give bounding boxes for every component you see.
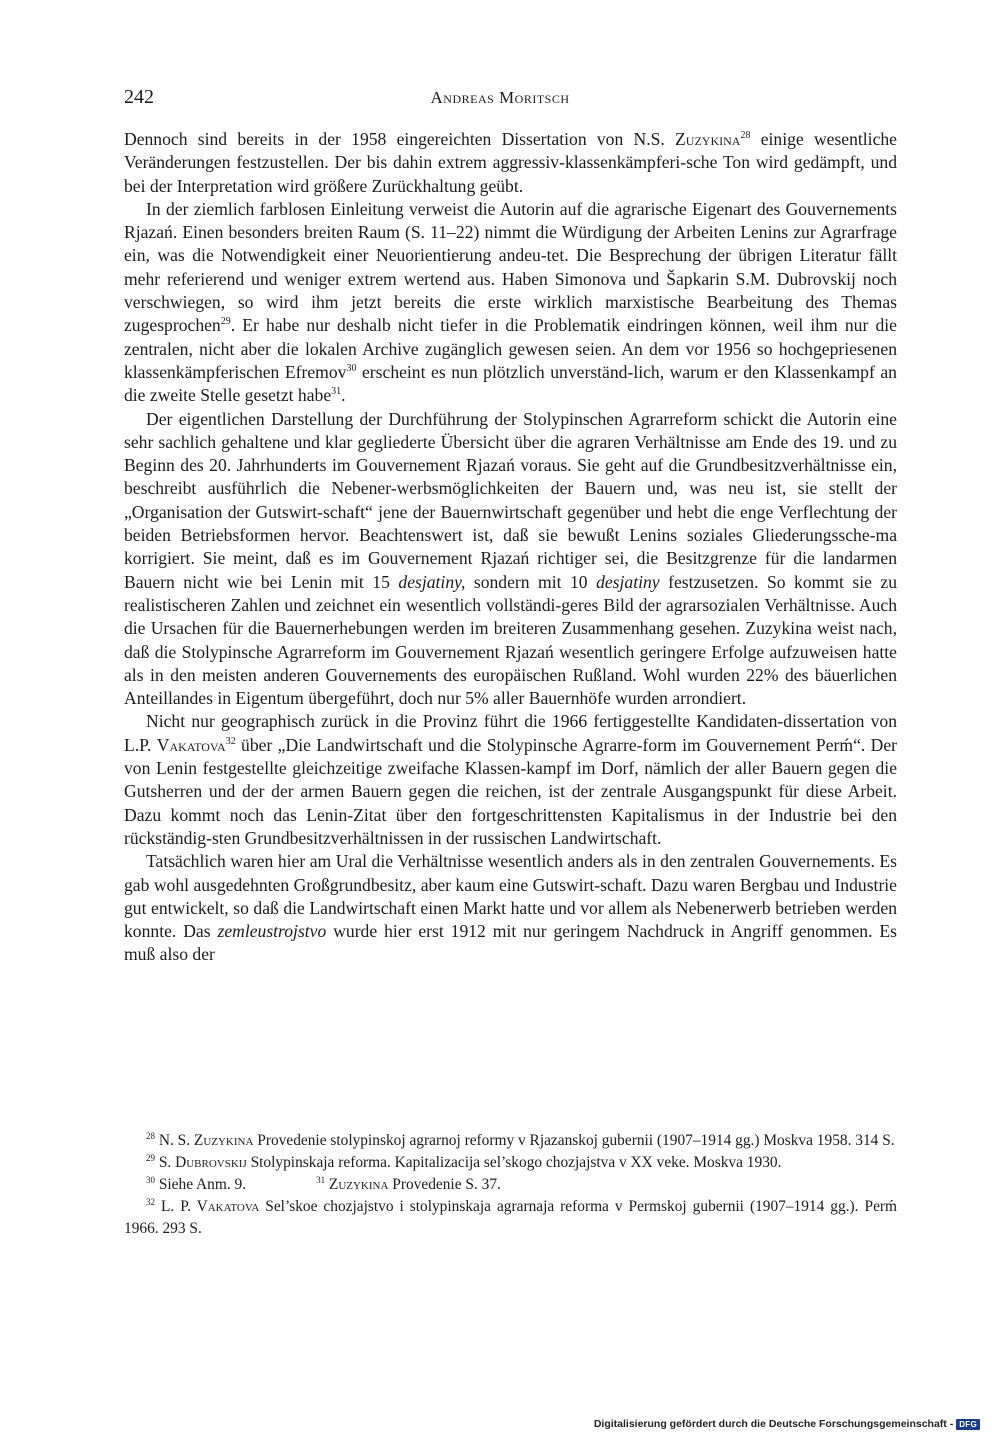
paragraph-4 xyxy=(124,710,897,850)
footnote-author: N. S. Zuzykina xyxy=(158,1132,254,1149)
running-head: Andreas Moritsch xyxy=(430,88,570,107)
footnote-ref: 30 xyxy=(346,362,357,374)
footnote-text: Provedenie stolypinskoj agrarnoj reformy v Rjazanskoj gubernii (1907–1914 gg.) Moskva 1958. 314 S. xyxy=(253,1132,895,1149)
dfg-logo-icon: DFG xyxy=(956,1419,980,1430)
text-run: erscheint es nun plötzlich unverständ-lich, warum er den Klassenkampf an die zweite Stelle gesetzt habe xyxy=(124,361,897,406)
text-run: festzusetzen. So kommt sie zu realistischeren Zahlen und zeichnet ein wesentlich vollständi-geres Bild der agrarsozialen Verhältnisse. Auch die Ursachen für die Bauernerhebungen werden im breiteren Zusammenhang gesehen. Zuzykina weist nach, daß die Stolypinsche Agrarreform im Gouvernement Rjazań wesentlich geringere Erfolge aufzuweisen hatte als in den meisten anderen Gouvernements des europäischen Rußland. Wohl wurden 22% des bäuerlichen Anteillandes in Eigentum übergeführt, doch nur 5% aller Bauernhöfe wurden arrondiert. xyxy=(124,571,897,709)
text-run: In der ziemlich farblosen Einleitung verweist die Autorin auf die agrarische Eigenart des Gouvernements Rjazań. Einen besonders breiten Raum (S. 11–22) nimmt die Würdigung der Arbeiten Lenins zur Agrarfrage ein, was die Notwendigkeit einer Neuorientierung andeu-tet. Die Besprechung der übrigen Literatur fällt mehr referierend und weniger extrem wertend aus. Haben Simonova und Šapkarin S.M. Dubrovskij noch verschwiegen, so wird ihm jetzt bereits die erste wirklich marxistische Bearbeitung des Themas zugesprochen xyxy=(124,198,897,336)
footnote-30-31 xyxy=(124,1174,897,1196)
text-run: . Er habe nur deshalb nicht tiefer in die Problematik eindringen können, weil ihm nur die zentralen, nicht aber die lokalen Archive zugänglich gewesen seien. An dem vor 1956 so hochgepriesenen klassenkämpferischen Efremov xyxy=(124,315,897,382)
main-text xyxy=(124,128,897,967)
footnote-ref: 29 xyxy=(220,316,231,328)
footnote-author: Zuzykina xyxy=(328,1176,389,1193)
text-run: wurde hier erst 1912 mit nur geringem Nachdruck in Angriff genommen. Es muß also der xyxy=(124,921,897,965)
footnote-28 xyxy=(124,1130,897,1152)
paragraph-3 xyxy=(124,408,897,711)
footnote-ref: 28 xyxy=(740,130,751,141)
footnote-29 xyxy=(124,1152,897,1174)
text-run: einige wesentliche Veränderungen festzustellen. Der bis dahin extrem aggressiv-klassenkämpferi-sche Ton wird gedämpft, und bei der Interpretation wird größere Zurückhaltung geübt. xyxy=(124,129,897,196)
text-run: über „Die Landwirtschaft und die Stolypinsche Agrarre-form im Gouvernement Perḿ“. Der von Lenin festgestellte gleichzeitige zweifache Klassen-kampf im Dorf, nämlich der aller Bauern gegen die Gutsherren und der der armen Bauern gegen die reichen, ist der zentrale Ausgangspunkt für diese Arbeit. Dazu kommt noch das Lenin-Zitat über den fortgeschrittensten Kapitalismus in der Industrie bei den rückständig-sten Grundbesitzverhältnissen in der russischen Landwirtschaft. xyxy=(124,734,898,848)
text-run: Dennoch sind bereits in der 1958 eingereichten Dissertation von N.S. xyxy=(124,129,676,149)
footnote-text: Stolypinskaja reforma. Kapitalizacija sel’skogo chozjajstva v XX veke. Moskva 1930. xyxy=(246,1154,782,1171)
footnote-32 xyxy=(124,1196,897,1240)
footnote-ref: 32 xyxy=(225,735,236,747)
paragraph-1 xyxy=(124,128,897,198)
footnotes xyxy=(124,1130,897,1240)
footnote-number: 31 xyxy=(316,1175,326,1185)
footnote-ref: 31 xyxy=(331,386,342,398)
footnote-text: Provedenie S. 37. xyxy=(388,1176,501,1193)
text-run: Nicht nur geographisch zurück in die Provinz führt die 1966 fertiggestellte Kandidaten-dissertation von L.P. xyxy=(124,711,897,755)
footnote-text: Siehe Anm. 9. xyxy=(155,1176,247,1193)
author-name: Vakatova xyxy=(156,734,226,755)
text-run: sondern mit 10 xyxy=(465,571,597,592)
text-run: Tatsächlich waren hier am Ural die Verhältnisse wesentlich anders als in den zentralen Gouvernements. Es gab wohl ausgedehnten Großgrundbesitz, aber kaum eine Gutswirt-schaft. Dazu waren Bergbau und Industrie gut entwickelt, so daß die Landwirtschaft einen Markt hatte und vor allem als Nebenerwerb betrieben werden konnte. Das xyxy=(124,851,897,942)
italic-term: desjatiny xyxy=(596,571,660,592)
footnote-text: Sel’skoe chozjajstvo i stolypinskaja agrarnaja reforma v Permskoj gubernii (1907–1914 gg.). Perḿ 1966. 293 S. xyxy=(124,1198,897,1237)
text-run: . xyxy=(341,385,346,406)
paragraph-5 xyxy=(124,850,897,966)
credit-text: Digitalisierung gefördert durch die Deutsche Forschungsgemeinschaft - xyxy=(593,1418,954,1430)
italic-term: zemleustrojstvo xyxy=(217,921,327,942)
footnote-number: 28 xyxy=(146,1131,155,1141)
text-run: Der eigentlichen Darstellung der Durchführung der Stolypinschen Agrarreform schickt die Autorin eine sehr sachlich gehaltene und klar gegliederte Übersicht über die agraren Verhältnisse am Ende des 19. und zu Beginn des 20. Jahrhunderts im Gouvernement Rjazań voraus. Sie geht auf die Grundbesitzverhältnisse ein, beschreibt ausführlich die Nebener-werbsmöglichkeiten der Bauern und, was neu ist, sie stellt der „Organisation der Gutswirt-schaft“ jene der Bauernwirtschaft gegenüber und hebt die enge Verflechtung der beiden Betriebsformen hervor. Beachtenswert ist, daß sie bewußt Lenins soziales Gliederungssche-ma korrigiert. Sie meint, daß es im Gouvernement Rjazań richtiger sei, die Besitzgrenze für die landarmen Bauern nicht wie bei Lenin mit 15 xyxy=(124,408,897,592)
footnote-number: 32 xyxy=(146,1197,155,1207)
footnote-number: 29 xyxy=(146,1153,155,1163)
italic-term: desjatiny, xyxy=(398,571,466,592)
footnote-number: 30 xyxy=(146,1175,155,1185)
footnote-author: L. P. Vakatova xyxy=(160,1198,260,1215)
digitization-credit xyxy=(594,1418,980,1430)
author-name: Zuzykina xyxy=(675,129,741,149)
paragraph-2 xyxy=(124,198,897,408)
footnote-author: S. Dubrovskij xyxy=(158,1154,247,1171)
page-number: 242 xyxy=(124,86,154,108)
